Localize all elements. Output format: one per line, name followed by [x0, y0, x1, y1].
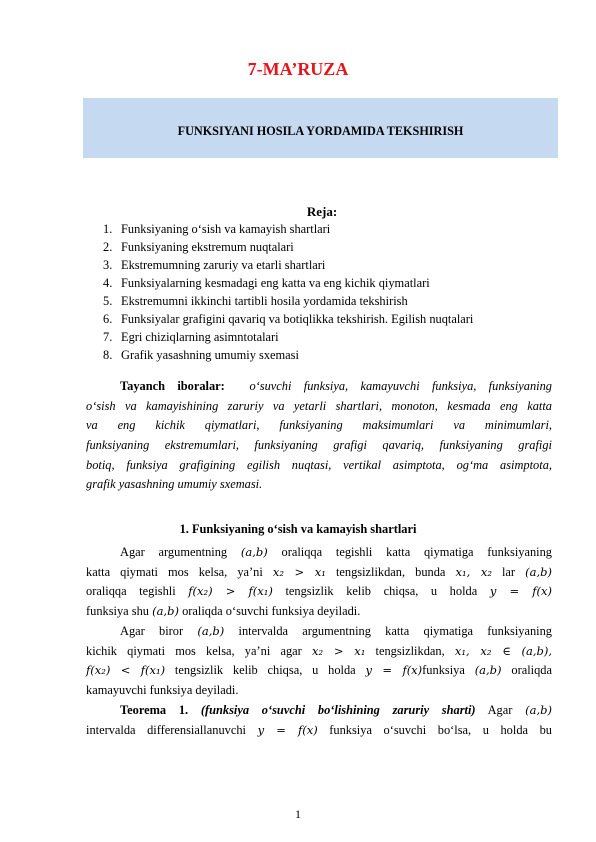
text-line: kamayuvchi funksiya deyiladi.: [86, 683, 239, 698]
math-function: y = f(x): [257, 722, 318, 737]
text-line: funksiya shu (a,b) oraliqda o‘suvchi funksiya deyiladi.: [86, 604, 361, 619]
keywords-text: grafik yasashning umumiy sxemasi.: [86, 477, 263, 492]
plan-item-number: 4.: [103, 276, 113, 290]
theorem-title: (funksiya o‘suvchi bo‘lishining zaruriy sharti): [200, 703, 476, 717]
plan-item-text: Funksiyalar grafigini qavariq va botiqlikka tekshirish. Egilish nuqtalari: [121, 312, 474, 326]
plan-item-text: Funksiyaning ekstremum nuqtalari: [121, 240, 294, 254]
plan-item-text: Ekstremumni ikkinchi tartibli hosila yordamida tekshirish: [121, 294, 408, 308]
theorem-label: Teorema 1.: [120, 703, 189, 717]
math-inequality: x₂ > x₁: [272, 564, 326, 579]
topic-title: FUNKSIYANI HOSILA YORDAMIDA TEKSHIRISH: [177, 124, 464, 138]
text-line: Teorema 1. (funksiya o‘suvchi bo‘lishining zaruriy sharti) Agar (a,b): [120, 703, 552, 717]
plan-item: [103, 276, 430, 291]
keywords-paragraph: [86, 377, 552, 495]
plan-item-text: Funksiyalarning kesmadagi eng katta va eng kichik qiymatlari: [121, 276, 430, 290]
plan-item: [103, 348, 299, 363]
text-line: intervalda differensiallanuvchi y = f(x) funksiya o‘suvchi bo‘lsa, u holda bu: [86, 722, 552, 737]
keywords-line: [86, 377, 552, 397]
keywords-text: botiq, funksiya grafigining egilish nuqtasi, vertikal asimptota, og‘ma asimptota,: [86, 457, 552, 472]
math-interval: (a,b): [474, 663, 502, 678]
plan-heading: Reja:: [306, 204, 338, 219]
section-heading: 1. Funksiyaning o‘sish va kamayish shartlari: [179, 522, 417, 536]
keywords-line: [86, 416, 552, 436]
plan-item-text: Grafik yasashning umumiy sxemasi: [121, 348, 299, 362]
math-interval: (a,b): [152, 604, 179, 619]
math-interval: (a,b): [525, 564, 552, 579]
page-number: 1: [295, 807, 301, 821]
keywords-line: [86, 456, 552, 476]
plan-item: [103, 240, 294, 255]
lecture-title: 7-MA’RUZA: [247, 59, 349, 79]
keywords-label: Tayanch iboralar:: [120, 379, 225, 393]
keywords-text: funksiyaning ekstremumlari, funksiyaning grafigi qavariq, funksiyaning grafigi: [86, 438, 552, 453]
plan-item-number: 2.: [103, 240, 113, 254]
text-line: oraliqqa tegishli f(x₂) > f(x₁) tengsizlik kelib chiqsa, u holda y = f(x): [86, 584, 552, 599]
plan-item-text: Ekstremumning zaruriy va etarli shartlari: [121, 258, 326, 272]
text-line: katta qiymati mos kelsa, ya’ni x₂ > x₁ tengsizlikdan, bunda x₁, x₂ lar (a,b): [86, 564, 552, 579]
text-line: Agar argumentning (a,b) oraliqqa tegishli katta qiymatiga funksiyaning: [120, 545, 552, 559]
math-interval: (a,b): [197, 624, 225, 638]
plan-item-number: 5.: [103, 294, 113, 308]
keywords-line: [86, 436, 552, 456]
text-line: f(x₂) < f(x₁) tengsizlik kelib chiqsa, u holda y = f(x)funksiya (a,b) oraliqda: [86, 663, 552, 678]
math-membership: x₁, x₂ ∈ (a,b),: [454, 643, 552, 658]
math-interval: (a,b): [525, 703, 552, 717]
plan-item-number: 1.: [103, 222, 113, 236]
math-interval: (a,b): [240, 545, 268, 559]
text-line: kichik qiymati mos kelsa, ya’ni agar x₂ > x₁ tengsizlikdan, x₁, x₂ ∈ (a,b),: [86, 643, 552, 658]
plan-item: [103, 294, 408, 309]
keywords-line: [86, 475, 552, 495]
paragraph-decreasing: [86, 622, 552, 701]
plan-item-number: 3.: [103, 258, 113, 272]
plan-item: [103, 312, 473, 327]
keywords-text: o‘suvchi funksiya, kamayuvchi funksiya, funksiyaning: [249, 379, 552, 393]
text-line: Agar biror (a,b) intervalda argumentning katta qiymatiga funksiyaning: [120, 624, 553, 638]
math-inequality: f(x₂) > f(x₁): [188, 584, 273, 599]
theorem-paragraph: [86, 701, 552, 740]
plan-item-number: 7.: [103, 330, 113, 344]
math-inequality: x₂ > x₁: [311, 643, 366, 658]
plan-item: [103, 258, 325, 273]
plan-item-text: Funksiyaning o‘sish va kamayish shartlari: [121, 222, 331, 236]
math-function: y = f(x): [489, 584, 552, 599]
math-variables: x₁, x₂: [455, 564, 492, 579]
paragraph-increasing: [86, 543, 552, 622]
keywords-text: va eng kichik qiymatlari, funksiyaning maksimumlari va minimumlari,: [86, 418, 552, 433]
plan-item: [103, 330, 279, 345]
plan-item-text: Egri chiziqlarning asimntotalari: [121, 330, 279, 344]
plan-item-number: 8.: [103, 348, 113, 362]
plan-item: [103, 222, 330, 237]
keywords-line: [86, 397, 552, 417]
keywords-text: o‘sish va kamayishining zaruriy va yetarli shartlari, monoton, kesmada eng katta: [86, 398, 552, 413]
plan-item-number: 6.: [103, 312, 113, 326]
math-inequality: f(x₂) < f(x₁): [86, 663, 166, 678]
math-function: y = f(x): [365, 663, 423, 678]
